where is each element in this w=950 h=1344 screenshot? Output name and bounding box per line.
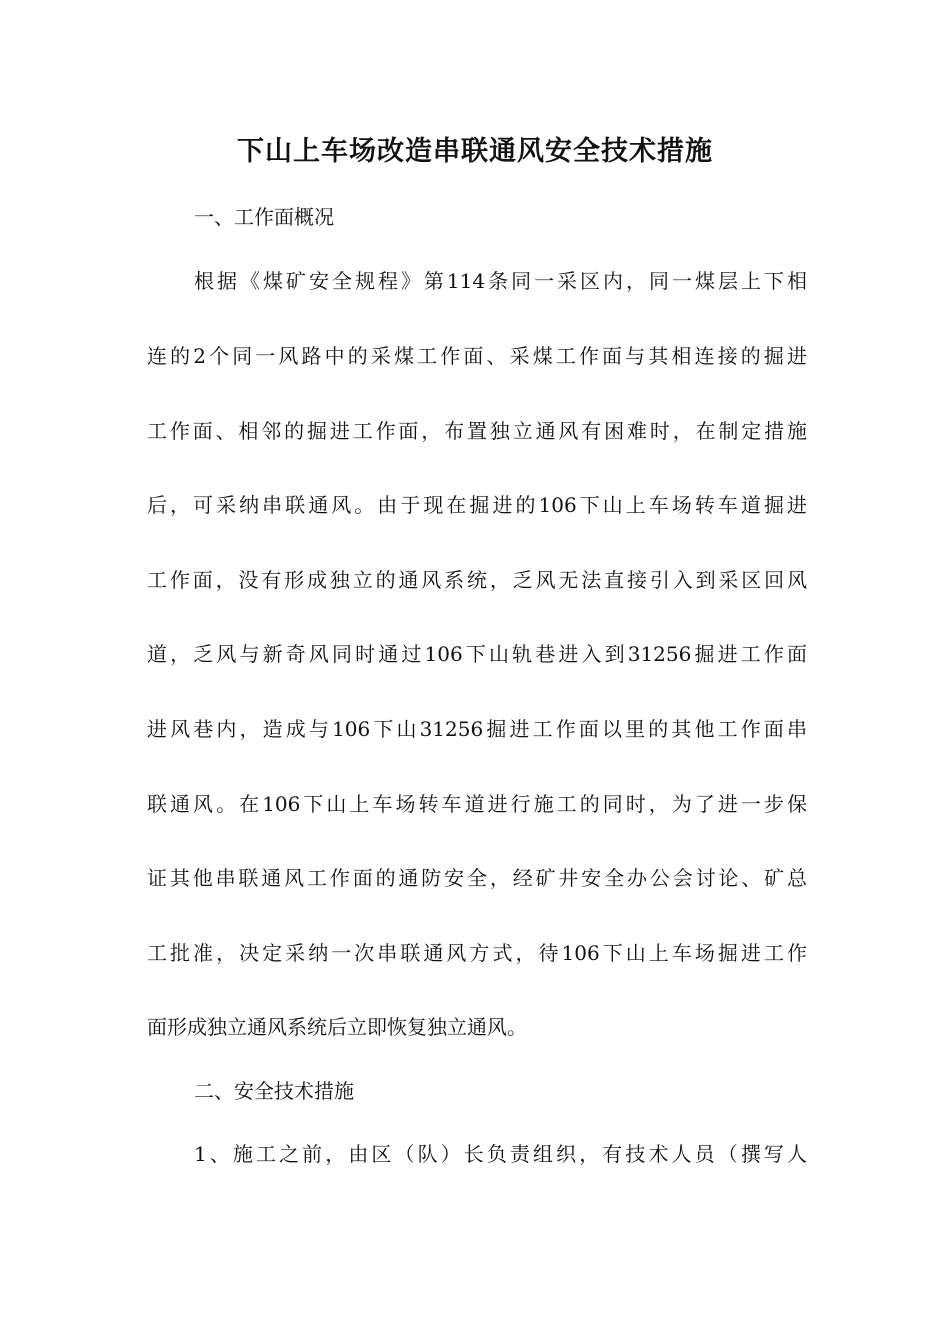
list-item-line: 1、施工之前，由区（队）长负责组织，有技术人员（撰写人 xyxy=(194,1142,807,1166)
section-heading-safety-measures: 二、安全技术措施 xyxy=(194,1079,354,1103)
paragraph-line: 进风巷内，造成与106下山31256掘进工作面以里的其他工作面串 xyxy=(147,717,807,741)
document-title: 下山上车场改造串联通风安全技术措施 xyxy=(237,136,713,167)
section-heading-overview: 一、工作面概况 xyxy=(194,205,334,229)
paragraph-line: 工作面、相邻的掘进工作面，布置独立通风有困难时，在制定措施 xyxy=(147,419,807,443)
paragraph-line: 面形成独立通风系统后立即恢复独立通风。 xyxy=(147,1015,527,1039)
paragraph-line: 工作面，没有形成独立的通风系统，乏风无法直接引入到采区回风 xyxy=(147,568,807,592)
paragraph-line: 根据《煤矿安全规程》第114条同一采区内，同一煤层上下相 xyxy=(194,269,807,293)
paragraph-line: 道，乏风与新奇风同时通过106下山轨巷进入到31256掘进工作面 xyxy=(147,642,807,666)
paragraph-line: 工批准，决定采纳一次串联通风方式，待106下山上车场掘进工作 xyxy=(147,941,807,965)
paragraph-line: 证其他串联通风工作面的通防安全，经矿井安全办公会讨论、矿总 xyxy=(147,866,807,890)
paragraph-line: 连的2个同一风路中的采煤工作面、采煤工作面与其相连接的掘进 xyxy=(147,344,807,368)
paragraph-line: 后，可采纳串联通风。由于现在掘进的106下山上车场转车道掘进 xyxy=(147,493,807,517)
paragraph-line: 联通风。在106下山上车场转车道进行施工的同时，为了进一步保 xyxy=(147,792,807,816)
